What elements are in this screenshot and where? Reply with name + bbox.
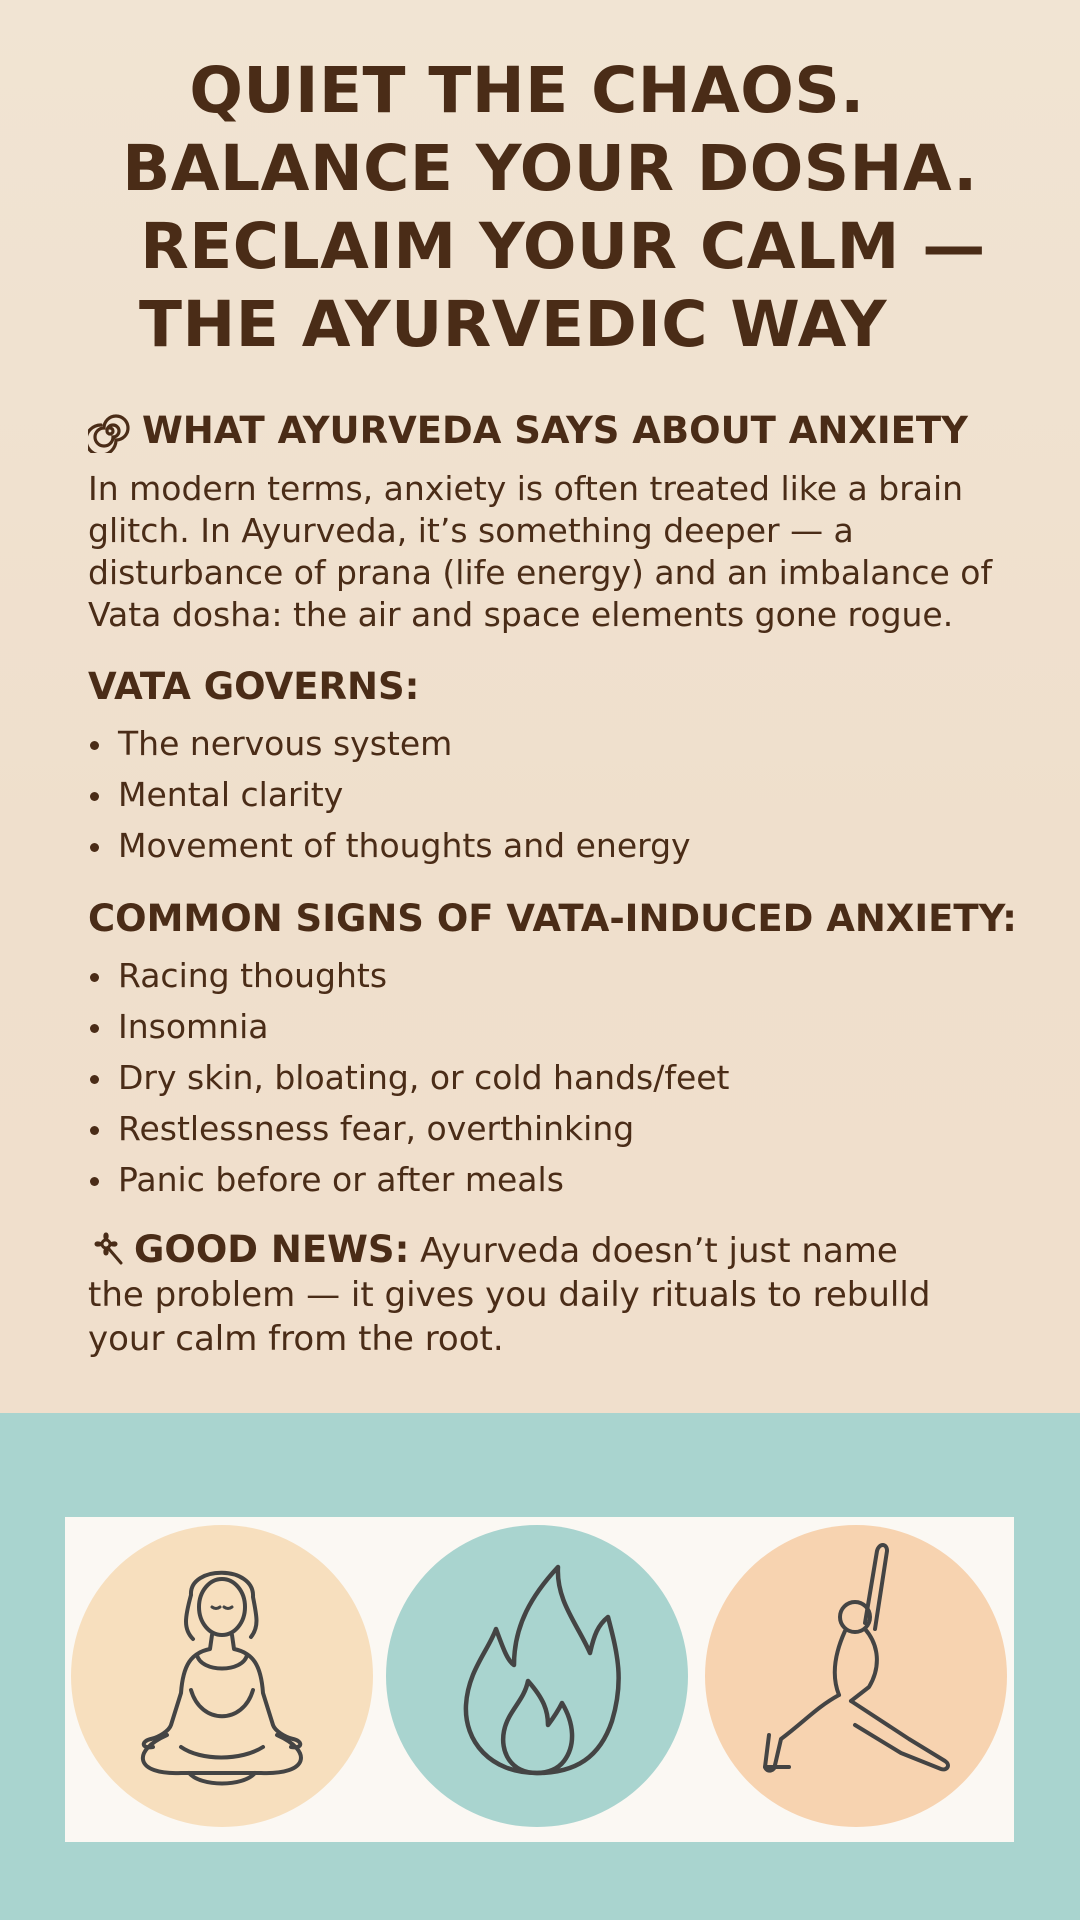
- vata-governs-heading: VATA GOVERNS:: [88, 665, 420, 708]
- yoga-circle: [705, 1525, 1007, 1827]
- vata-governs-section: [88, 664, 1028, 871]
- list-item: Insomnia: [88, 1001, 1028, 1052]
- icon-card: [65, 1517, 1014, 1842]
- headline-line: BALANCE YOUR DOSHA.: [122, 132, 978, 205]
- meditation-circle: [71, 1525, 373, 1827]
- paragraph-line: In modern terms, anxiety is often treated like a brain: [88, 469, 964, 508]
- meditation-figure-icon: [71, 1525, 373, 1827]
- good-news-lead: GOOD NEWS:: [134, 1228, 410, 1271]
- list-item: The nervous system: [88, 718, 1028, 769]
- good-news-line: the problem — it gives you daily rituals to rebulld: [88, 1275, 931, 1315]
- fire-circle: [386, 1525, 688, 1827]
- list-item: Panic before or after meals: [88, 1154, 1028, 1205]
- headline-line: QUIET THE CHAOS.: [189, 54, 865, 127]
- good-news-section: [88, 1228, 1028, 1361]
- common-signs-list: [88, 950, 1028, 1205]
- list-item: Dry skin, bloating, or cold hands/feet: [88, 1052, 1028, 1103]
- list-item: Movement of thoughts and energy: [88, 820, 1028, 871]
- paragraph-line: disturbance of prana (life energy) and an imbalance of: [88, 553, 993, 592]
- common-signs-section: [88, 896, 1028, 1205]
- list-item: Mental clarity: [88, 769, 1028, 820]
- ayurveda-paragraph: [88, 468, 1028, 636]
- ayurveda-heading: [88, 408, 1028, 454]
- paragraph-line: glitch. In Ayurveda, it’s something deeper — a: [88, 511, 854, 550]
- yoga-pose-icon: [705, 1525, 1007, 1827]
- good-news-line: [88, 1228, 1028, 1273]
- headline-line: THE AYURVEDIC WAY: [139, 288, 887, 361]
- list-item: Restlessness fear, overthinking: [88, 1103, 1028, 1154]
- headline-line: RECLAIM YOUR CALM —: [140, 210, 986, 283]
- paragraph-line: Vata dosha: the air and space elements gone rogue.: [88, 595, 954, 634]
- ayurveda-heading-text: WHAT AYURVEDA SAYS ABOUT ANXIETY: [142, 409, 968, 452]
- page-headline: [0, 52, 1080, 364]
- spiral-icon: [88, 409, 132, 453]
- good-news-line: your calm from the root.: [88, 1319, 504, 1359]
- vata-governs-list: [88, 718, 1028, 871]
- list-item: Racing thoughts: [88, 950, 1028, 1001]
- good-news-text: Ayurveda doesn’t just name: [409, 1231, 898, 1271]
- good-news-paragraph: [88, 1228, 1028, 1361]
- flame-icon: [386, 1525, 688, 1827]
- flower-icon: [88, 1228, 128, 1268]
- common-signs-heading: COMMON SIGNS OF VATA-INDUCED ANXIETY:: [88, 897, 1017, 940]
- ayurveda-section: [88, 408, 1028, 636]
